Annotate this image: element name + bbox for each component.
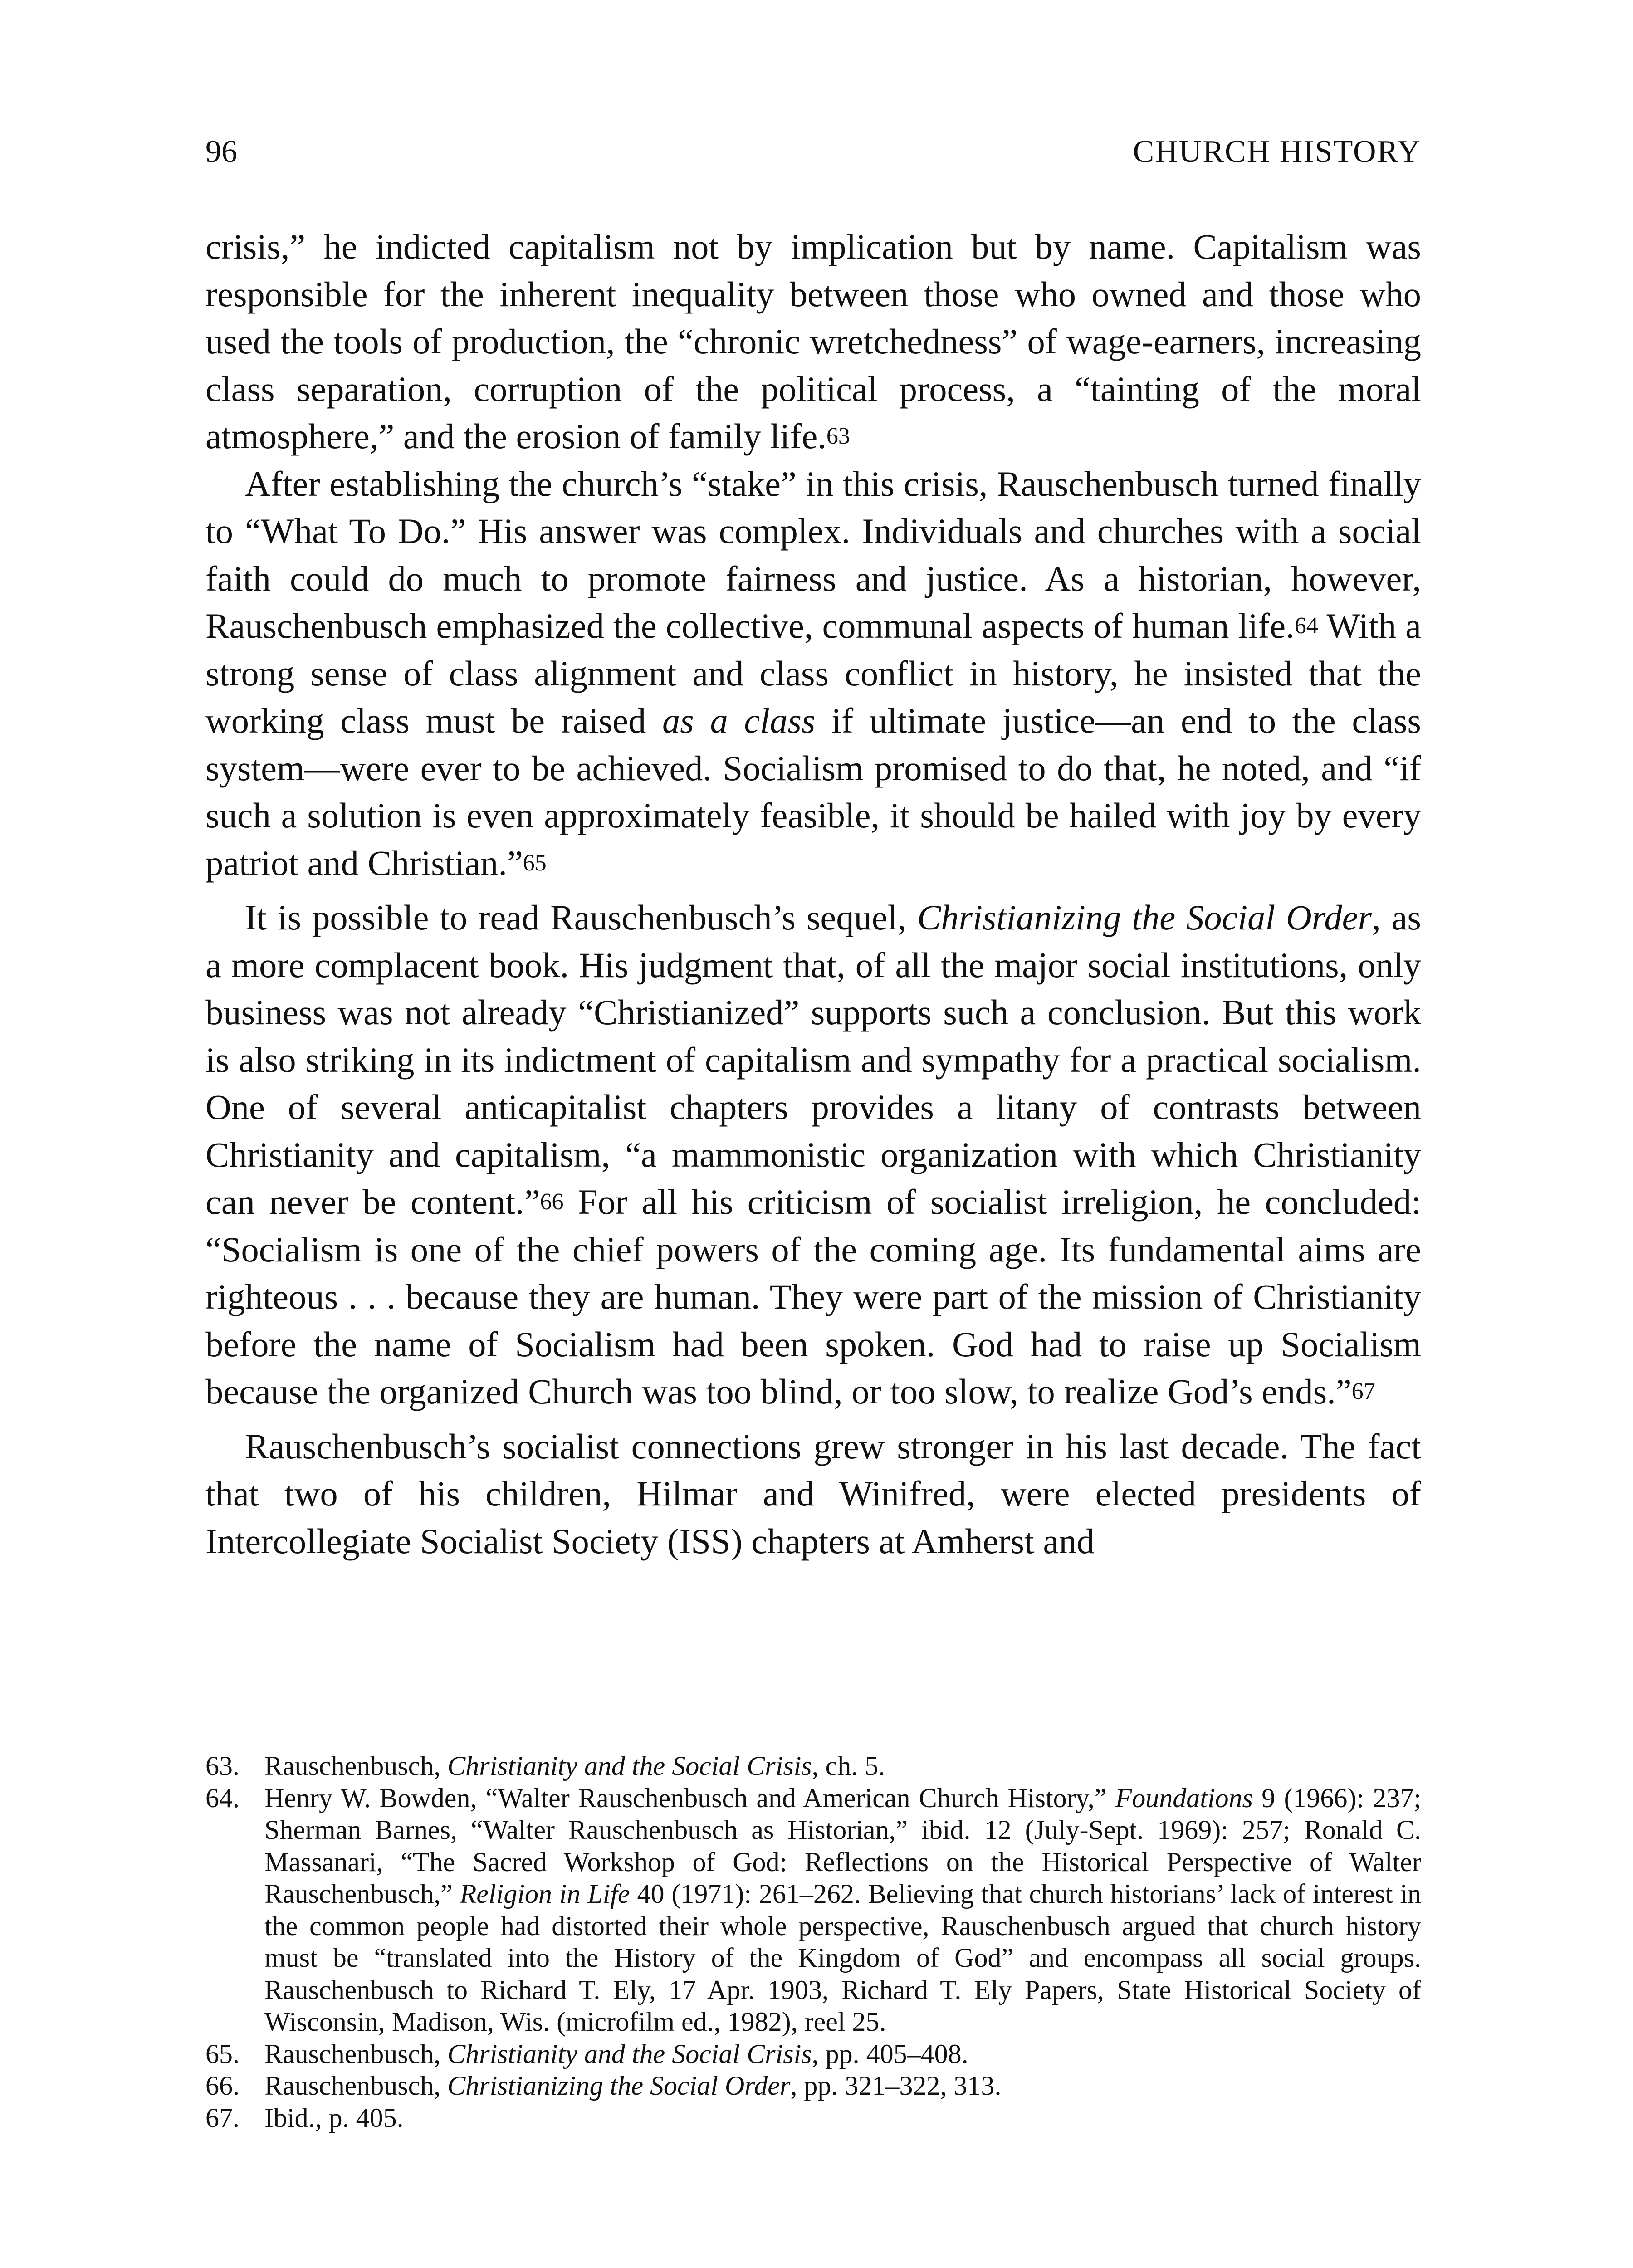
footnote-text: , ch. 5. xyxy=(812,1751,885,1781)
paragraph-text: if ultimate justice—an end to the class system—were ever to be achieved. Socialism promised to do that, he noted, and “if such a solution is even approximately feasible, it should be hailed with joy by every patriot and Christian.” xyxy=(205,701,1421,883)
page-header xyxy=(205,132,1421,186)
paragraph-text: crisis,” he indicted capitalism not by implication but by name. Capitalism was responsible for the inherent inequality between those who owned and those who used the tools of production, the “chronic wretchedness” of wage-earners, increasing class separation, corruption of the political process, a “tainting of the moral atmosphere,” and the erosion of family life. xyxy=(205,227,1421,456)
footnote-66 xyxy=(205,2070,1421,2102)
book-title: Christianizing the Social Order xyxy=(917,898,1372,937)
journal-title: Religion in Life xyxy=(460,1879,630,1909)
footnote-number: 67. xyxy=(205,2102,240,2133)
footnote-64 xyxy=(205,1782,1421,2038)
emphasis-text: as a class xyxy=(662,701,816,740)
paragraph-text: After establishing the church’s “stake” in this crisis, Rauschenbusch turned finally to “What To Do.” His answer was complex. Individuals and churches with a social faith could do much to promote fairness and justice. As a historian, however, Rauschenbusch emphasized the collective, communal aspects of human life. xyxy=(205,464,1421,645)
footnote-text: 40 (1971): 261–262. Believing that church historians’ lack of interest in the common people had distorted their whole perspective, Rauschenbusch argued that church history must be “translated into the History of the Kingdom of God” and encompass all social groups. Rauschenbusch to Richard T. Ely, 17 Apr. 1903, Richard T. Ely Papers, State Historical Society of Wisconsin, Madison, Wis. (microfilm ed., 1982), reel 25. xyxy=(264,1879,1421,2037)
page-number: 96 xyxy=(205,134,237,169)
journal-title: Foundations xyxy=(1115,1783,1253,1813)
footnote-ref-66: 66 xyxy=(540,1189,564,1215)
footnote-number: 66. xyxy=(205,2071,240,2101)
footnote-text: , pp. 321–322, 313. xyxy=(790,2071,1002,2101)
paragraph-4 xyxy=(205,1423,1421,1565)
footnote-number: 65. xyxy=(205,2038,240,2069)
footnote-67 xyxy=(205,2102,1421,2134)
footnote-text: 9 (1966): 237; Sherman Barnes, “Walter Rauschenbusch as Historian,” ibid. 12 (July-Sept. 1969): 257; Ronald C. Massanari, “The Sacred Workshop of God: Reflections on the Historical Perspective of Walter Rauschenbusch,” xyxy=(264,1783,1421,1909)
footnote-number: 64. xyxy=(205,1783,240,1813)
paragraph-text: It is possible to read Rauschenbusch’s sequel, xyxy=(245,898,917,937)
paragraph-text: , as a more complacent book. His judgment that, of all the major social institutions, only business was not already “Christianized” supports such a conclusion. But this work is also striking in its indictment of capitalism and sympathy for a practical socialism. One of several anticapitalist chapters provides a litany of contrasts between Christianity and capitalism, “a mammonistic organization with which Christianity can never be content.” xyxy=(205,898,1421,1222)
footnote-65 xyxy=(205,2038,1421,2070)
body-text xyxy=(205,223,1421,1565)
footnote-63 xyxy=(205,1750,1421,1782)
book-title: Christianity and the Social Crisis xyxy=(447,1751,812,1781)
paragraph-1 xyxy=(205,223,1421,460)
footnotes xyxy=(205,1750,1421,2134)
paragraph-text: Rauschenbusch’s socialist connections grew stronger in his last decade. The fact that two of his children, Hilmar and Winifred, were elected presidents of Intercollegiate Socialist Society (ISS) chapters at Amherst and xyxy=(205,1426,1421,1561)
paragraph-3 xyxy=(205,894,1421,1416)
footnote-text: , pp. 405–408. xyxy=(812,2038,968,2069)
footnote-text: Rauschenbusch, xyxy=(264,1751,448,1781)
paragraph-text: With a strong sense of class alignment and class conflict in history, he insisted that the working class must be raised xyxy=(205,606,1421,740)
running-head: CHURCH HISTORY xyxy=(1133,134,1421,169)
footnote-ref-64: 64 xyxy=(1294,613,1318,639)
footnote-ref-63: 63 xyxy=(826,423,850,449)
footnote-text: Henry W. Bowden, “Walter Rauschenbusch and American Church History,” xyxy=(264,1783,1115,1813)
footnote-number: 63. xyxy=(205,1751,240,1781)
book-title: Christianizing the Social Order xyxy=(447,2071,791,2101)
paragraph-text: For all his criticism of socialist irreligion, he concluded: “Socialism is one of the chief powers of the coming age. Its fundamental aims are righteous . . . because they are human. They were part of the mission of Christianity before the name of Socialism had been spoken. God had to raise up Socialism because the organized Church was too blind, or too slow, to realize God’s ends.” xyxy=(205,1182,1421,1411)
footnote-ref-65: 65 xyxy=(523,850,547,876)
book-title: Christianity and the Social Crisis xyxy=(447,2038,812,2069)
footnote-text: Rauschenbusch, xyxy=(264,2071,448,2101)
footnote-text: Ibid., p. 405. xyxy=(264,2102,404,2133)
paragraph-2 xyxy=(205,460,1421,887)
footnote-ref-67: 67 xyxy=(1351,1378,1375,1404)
footnote-text: Rauschenbusch, xyxy=(264,2038,448,2069)
